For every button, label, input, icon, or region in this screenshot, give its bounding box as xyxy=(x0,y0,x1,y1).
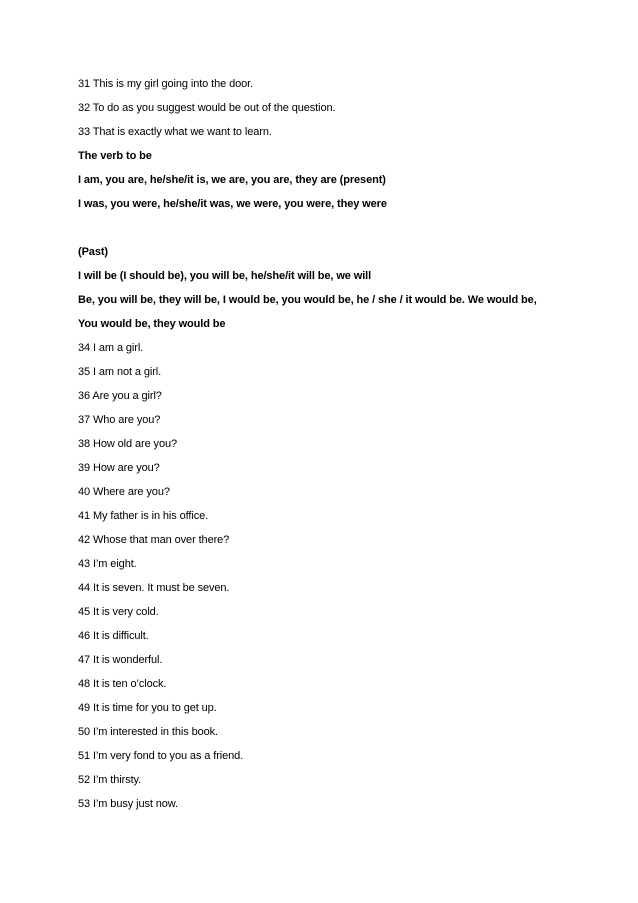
text-line: 45 It is very cold. xyxy=(78,606,159,618)
text-line: 52 I’m thirsty. xyxy=(78,774,142,786)
text-line: 37 Who are you? xyxy=(78,414,161,426)
text-line: 32 To do as you suggest would be out of the question. xyxy=(78,102,336,114)
text-line: 36 Are you a girl? xyxy=(78,390,162,402)
text-line: 40 Where are you? xyxy=(78,486,170,498)
text-line: 41 My father is in his office. xyxy=(78,510,209,522)
text-line: 33 That is exactly what we want to learn. xyxy=(78,126,272,138)
text-line: 51 I’m very fond to you as a friend. xyxy=(78,750,244,762)
text-line: 34 I am a girl. xyxy=(78,342,144,354)
text-line: Be, you will be, they will be, I would be, you would be, he / she / it would be. We would be, xyxy=(78,294,537,306)
text-line: 49 It is time for you to get up. xyxy=(78,702,217,714)
text-line: I will be (I should be), you will be, he/she/it will be, we will xyxy=(78,270,372,282)
text-line: 43 I’m eight. xyxy=(78,558,137,570)
text-line: 31 This is my girl going into the door. xyxy=(78,78,254,90)
text-line: 47 It is wonderful. xyxy=(78,654,163,666)
text-line: 53 I’m busy just now. xyxy=(78,798,179,810)
text-line: 48 It is ten o’clock. xyxy=(78,678,167,690)
text-line: I was, you were, he/she/it was, we were, you were, they were xyxy=(78,198,387,210)
text-line: (Past) xyxy=(78,246,108,258)
text-line: 39 How are you? xyxy=(78,462,160,474)
text-line: 44 It is seven. It must be seven. xyxy=(78,582,230,594)
text-line: 46 It is difficult. xyxy=(78,630,149,642)
text-line: 50 I’m interested in this book. xyxy=(78,726,218,738)
text-line: 42 Whose that man over there? xyxy=(78,534,230,546)
text-line: 38 How old are you? xyxy=(78,438,177,450)
text-line: 35 I am not a girl. xyxy=(78,366,162,378)
section-heading: The verb to be xyxy=(78,150,152,162)
text-line: I am, you are, he/she/it is, we are, you are, they are (present) xyxy=(78,174,386,186)
text-line: You would be, they would be xyxy=(78,318,226,330)
